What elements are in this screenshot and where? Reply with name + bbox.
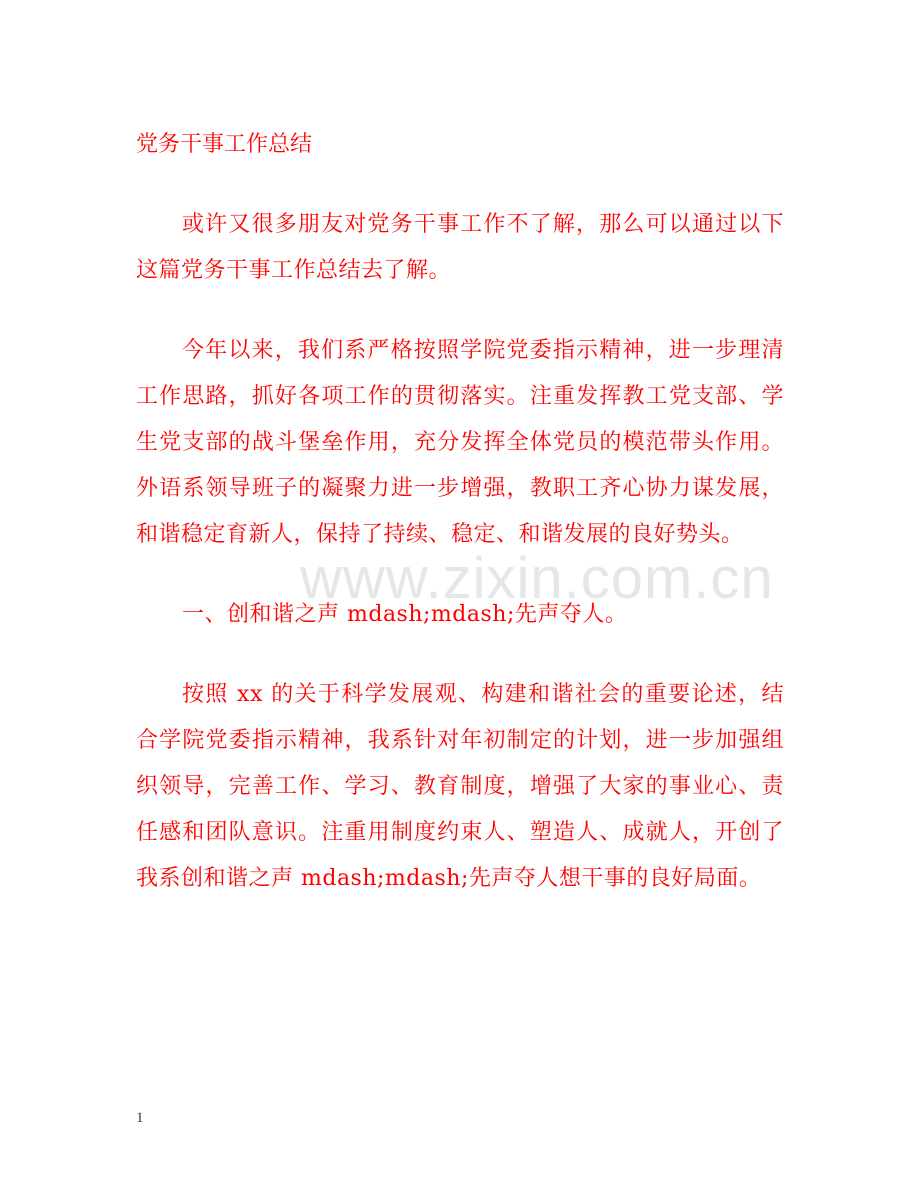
document-title: 党务干事工作总结 <box>136 132 313 157</box>
page-number: 1 <box>136 1110 144 1126</box>
paragraph-overview: 今年以来，我们系严格按照学院党委指示精神，进一步理清工作思路，抓好各项工作的贯彻落实。注重发挥教工党支部、学生党支部的战斗堡垒作用，充分发挥全体党员的模范带头作用。外语系领导班子的凝聚力进一步增强，教职工齐心协力谋发展，和谐稳定育新人，保持了持续、稳定、和谐发展的良好势头。 <box>136 338 784 547</box>
paragraph-intro: 或许又很多朋友对党务干事工作不了解，那么可以通过以下这篇党务干事工作总结去了解。 <box>136 212 784 283</box>
watermark: www.zixin.com.cn <box>300 546 774 611</box>
section-heading-1: 一、创和谐之声 mdash;mdash;先声夺人。 <box>182 602 628 627</box>
paragraph-section-1: 按照 xx 的关于科学发展观、构建和谐社会的重要论述，结合学院党委指示精神，我系针对年初制定的计划，进一步加强组织领导，完善工作、学习、教育制度，增强了大家的事业心、责任感和团队意识。注重用制度约束人、塑造人、成就人，开创了我系创和谐之声 mdash;mdash;先声夺人想干事的良好局面。 <box>136 682 784 891</box>
document-body <box>136 122 784 936</box>
